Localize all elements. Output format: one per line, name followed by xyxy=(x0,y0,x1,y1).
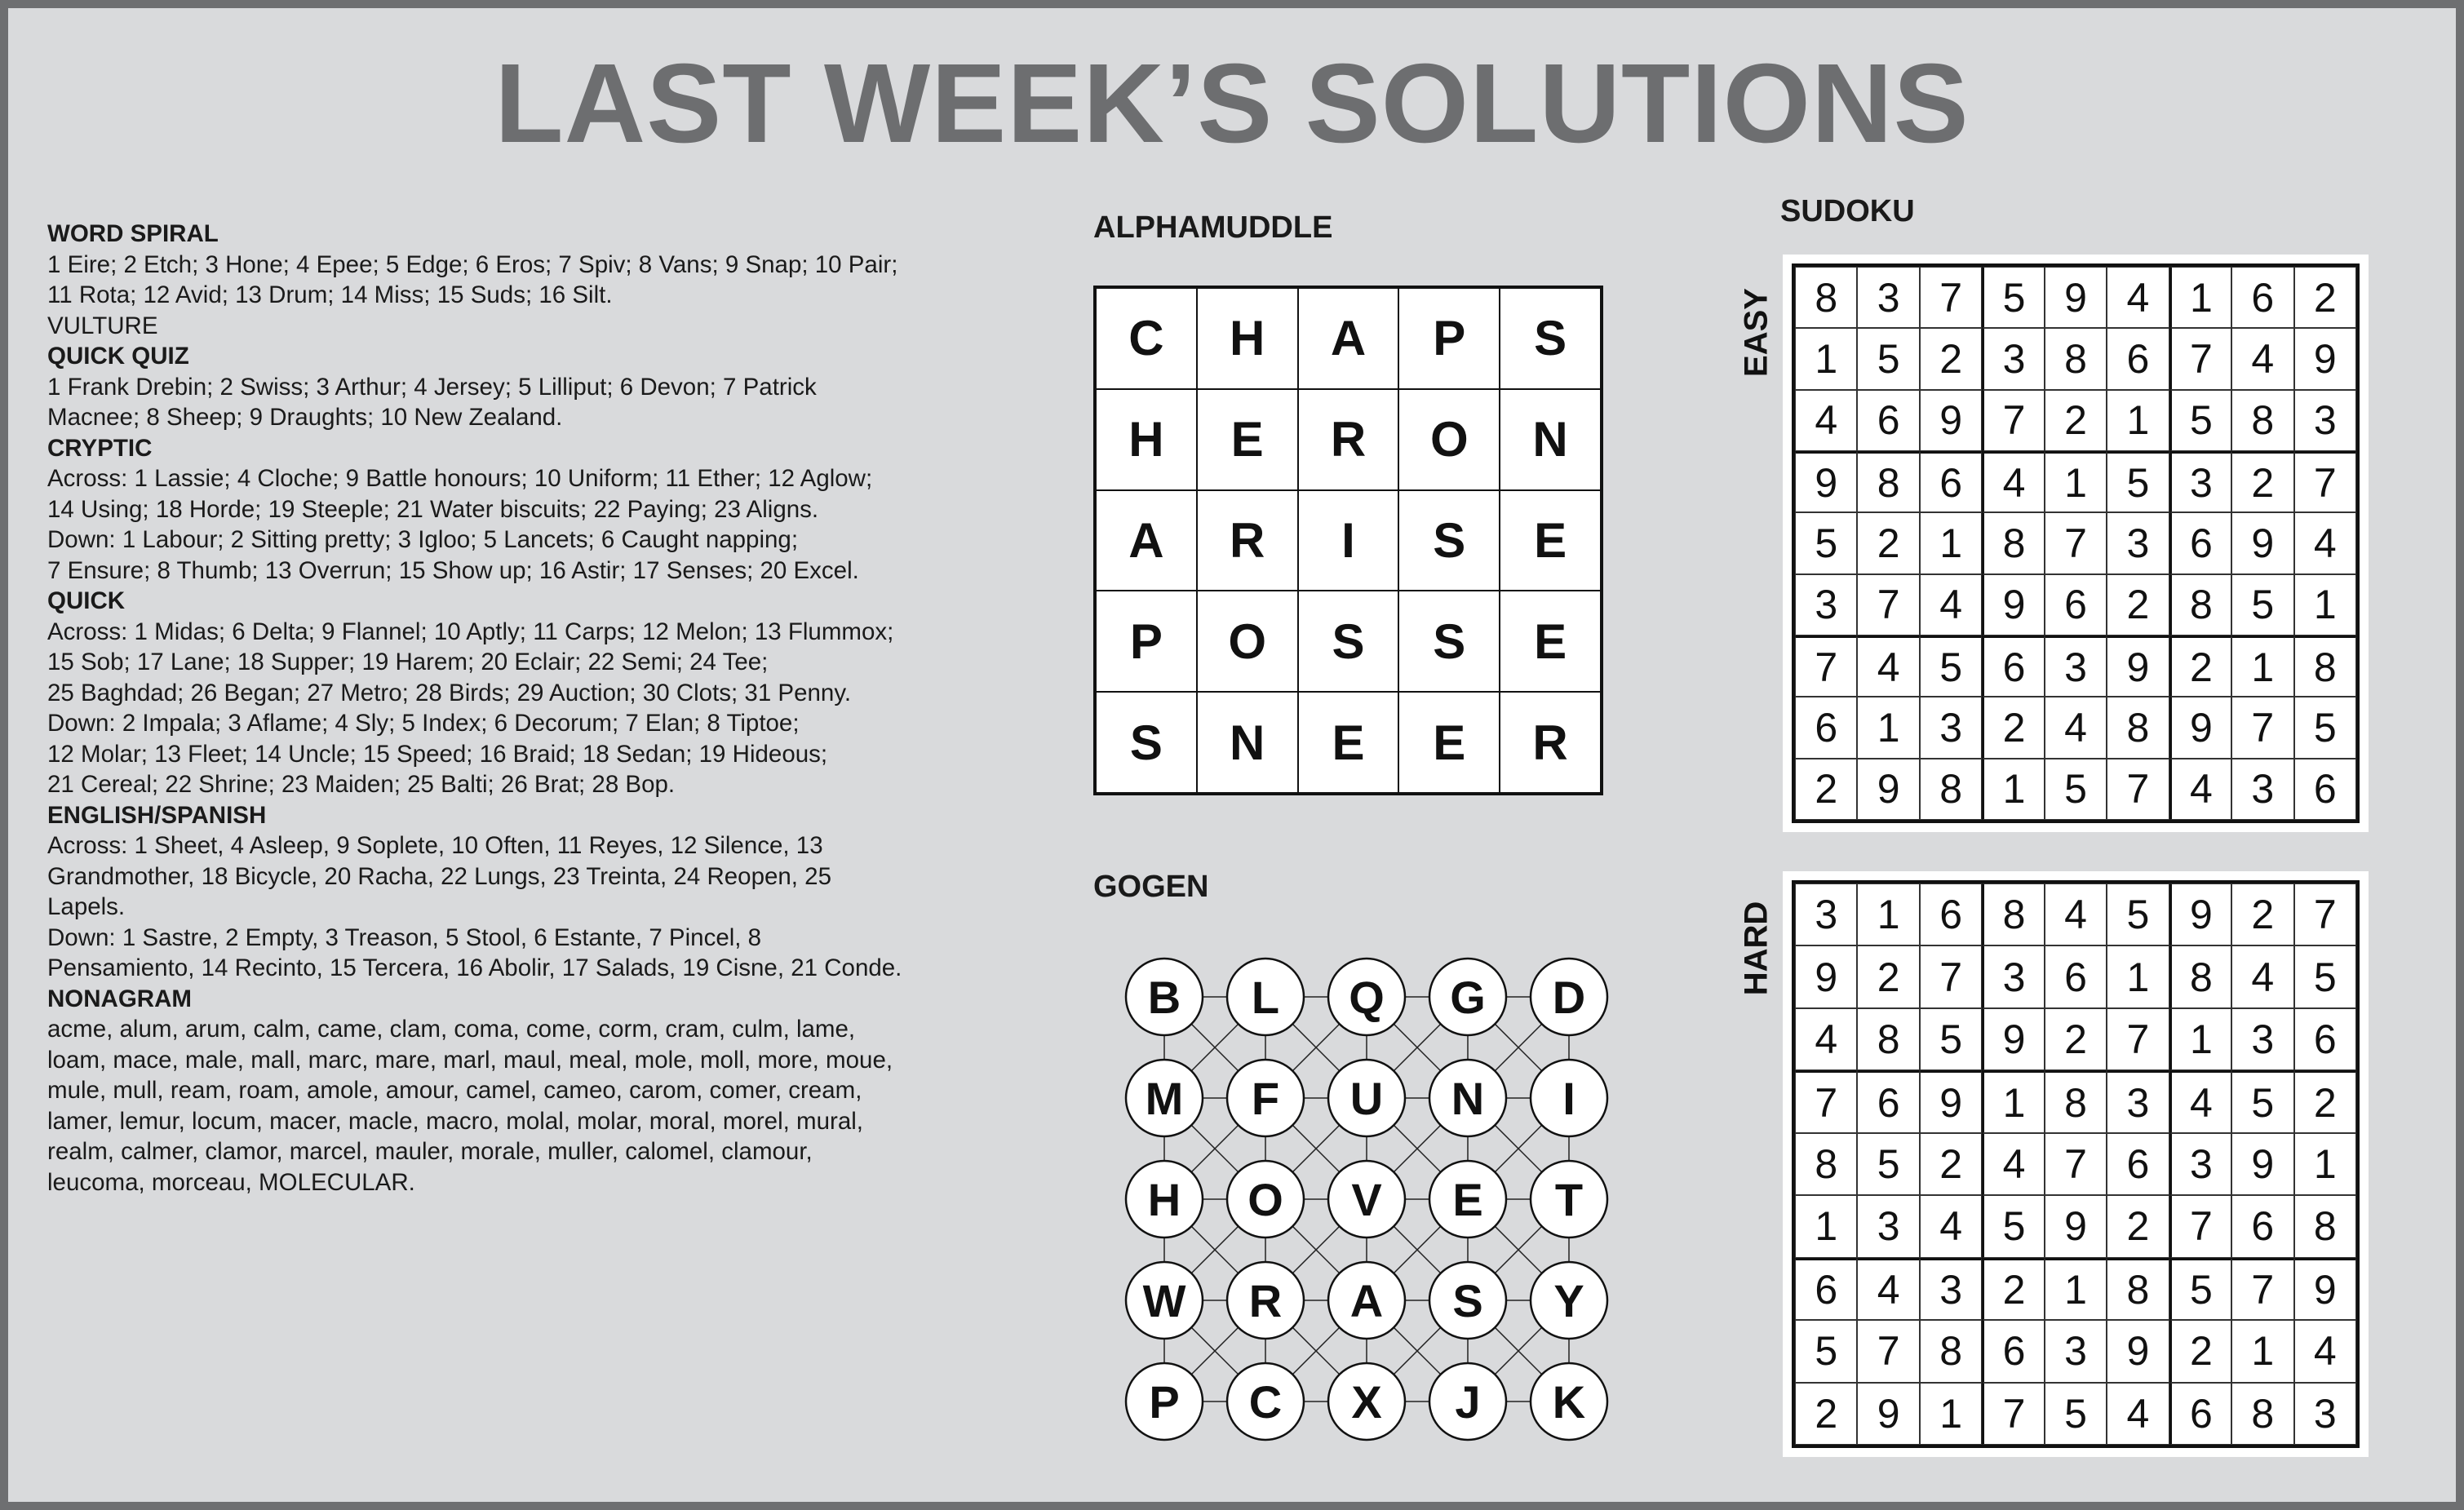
sudoku-cell: 3 xyxy=(2045,635,2107,697)
section-title: CRYPTIC xyxy=(47,434,153,462)
gogen-grid xyxy=(1114,946,1586,1428)
sudoku-cell: 8 xyxy=(1920,1320,1982,1382)
sudoku-cell: 6 xyxy=(2294,759,2356,820)
sudoku-cell: 2 xyxy=(2045,1008,2107,1070)
sudoku-cell: 4 xyxy=(1920,574,1982,635)
sudoku-cell: 5 xyxy=(2294,945,2356,1007)
sudoku-cell: 2 xyxy=(1857,945,1919,1007)
sudoku-cell: 9 xyxy=(2231,512,2293,573)
section-title: QUICK QUIZ xyxy=(47,343,189,370)
sudoku-cell: 4 xyxy=(1795,1008,1857,1070)
sudoku-cell: 7 xyxy=(2231,697,2293,758)
sudoku-cell: 6 xyxy=(1920,883,1982,945)
sudoku-cell: 3 xyxy=(1857,267,1919,328)
sudoku-cell: 7 xyxy=(2169,1195,2231,1257)
alphamuddle-cell: S xyxy=(1298,591,1399,692)
sudoku-cell: 6 xyxy=(2045,574,2107,635)
sudoku-cell: 2 xyxy=(2045,390,2107,451)
sudoku-cell: 1 xyxy=(2107,945,2169,1007)
alphamuddle-cell: I xyxy=(1298,490,1399,591)
sudoku-cell: 6 xyxy=(1795,697,1857,758)
sudoku-cell: 1 xyxy=(1982,1070,2044,1132)
sudoku-cell: 5 xyxy=(1920,1008,1982,1070)
alphamuddle-cell: E xyxy=(1197,389,1298,490)
section-line: 1 Frank Drebin; 2 Swiss; 3 Arthur; 4 Jersey; 5 Lilliput; 6 Devon; 7 Patrick xyxy=(47,373,817,401)
gogen-letter: V xyxy=(1351,1174,1382,1225)
sudoku-cell: 7 xyxy=(1857,574,1919,635)
sudoku-cell: 3 xyxy=(2231,1008,2293,1070)
section-line: Grandmother, 18 Bicycle, 20 Racha, 22 Lungs, 23 Treinta, 24 Reopen, 25 xyxy=(47,862,831,890)
gogen-letter: D xyxy=(1552,972,1586,1023)
gogen-letter: A xyxy=(1349,1275,1384,1326)
hard-sudoku-grid xyxy=(1792,880,2360,1448)
sudoku-cell: 7 xyxy=(2045,512,2107,573)
sudoku-cell: 7 xyxy=(1920,945,1982,1007)
gogen-letter: S xyxy=(1452,1275,1483,1326)
section-line: Macnee; 8 Sheep; 9 Draughts; 10 New Zealand. xyxy=(47,404,563,431)
sudoku-cell: 1 xyxy=(2045,451,2107,512)
gogen-letter: Q xyxy=(1349,972,1385,1023)
sudoku-cell: 1 xyxy=(2045,1258,2107,1320)
sudoku-cell: 7 xyxy=(1795,635,1857,697)
alphamuddle-cell: R xyxy=(1500,692,1601,793)
sudoku-cell: 6 xyxy=(2045,945,2107,1007)
sudoku-cell: 8 xyxy=(2045,328,2107,389)
sudoku-cell: 2 xyxy=(1982,697,2044,758)
alphamuddle-cell: H xyxy=(1096,389,1197,490)
sudoku-cell: 2 xyxy=(1795,759,1857,820)
section-line: 15 Sob; 17 Lane; 18 Supper; 19 Harem; 20 Eclair; 22 Semi; 24 Tee; xyxy=(47,649,769,675)
hard-label: HARD xyxy=(1738,901,1775,996)
sudoku-cell: 8 xyxy=(1857,451,1919,512)
sudoku-cell: 7 xyxy=(2231,1258,2293,1320)
sudoku-cell: 2 xyxy=(1795,1383,1857,1445)
gogen-letter: L xyxy=(1251,972,1280,1023)
gogen-letter: I xyxy=(1562,1073,1575,1124)
gogen-letter: M xyxy=(1145,1073,1184,1124)
sudoku-cell: 2 xyxy=(1982,1258,2044,1320)
easy-sudoku-grid xyxy=(1792,263,2360,823)
gogen-letter: G xyxy=(1450,972,1486,1023)
sudoku-cell: 2 xyxy=(2294,1070,2356,1132)
sudoku-cell: 6 xyxy=(1857,390,1919,451)
section-line: 21 Cereal; 22 Shrine; 23 Maiden; 25 Balti; 26 Brat; 28 Bop. xyxy=(47,771,676,798)
sudoku-cell: 9 xyxy=(2045,267,2107,328)
sudoku-cell: 5 xyxy=(1857,328,1919,389)
sudoku-cell: 1 xyxy=(1857,697,1919,758)
alphamuddle-cell: R xyxy=(1298,389,1399,490)
sudoku-cell: 9 xyxy=(2169,883,2231,945)
page-title: LAST WEEK’S SOLUTIONS xyxy=(494,41,1970,166)
sudoku-heading: SUDOKU xyxy=(1780,194,1915,228)
sudoku-cell: 1 xyxy=(2294,574,2356,635)
gogen-letter: K xyxy=(1552,1376,1586,1428)
gogen-letter: F xyxy=(1251,1073,1280,1124)
sudoku-cell: 1 xyxy=(2169,267,2231,328)
sudoku-cell: 9 xyxy=(1795,945,1857,1007)
easy-label: EASY xyxy=(1738,288,1775,377)
gogen-letter: C xyxy=(1248,1376,1283,1428)
section-line: 12 Molar; 13 Fleet; 14 Uncle; 15 Speed; 16 Braid; 18 Sedan; 19 Hideous; xyxy=(47,740,828,768)
sudoku-cell: 5 xyxy=(2294,697,2356,758)
sudoku-cell: 9 xyxy=(2169,697,2231,758)
sudoku-cell: 3 xyxy=(2107,1070,2169,1132)
easy-sudoku-frame xyxy=(1783,255,2369,832)
sudoku-cell: 6 xyxy=(1795,1258,1857,1320)
sudoku-cell: 3 xyxy=(2294,1383,2356,1445)
sudoku-cell: 8 xyxy=(1857,1008,1919,1070)
sudoku-cell: 7 xyxy=(2294,883,2356,945)
text-solutions-column xyxy=(47,219,1026,1198)
sudoku-cell: 7 xyxy=(2107,1008,2169,1070)
section-line: 7 Ensure; 8 Thumb; 13 Overrun; 15 Show up; 16 Astir; 17 Senses; 20 Excel. xyxy=(47,556,859,584)
section-title: QUICK xyxy=(47,587,126,614)
gogen-heading: GOGEN xyxy=(1093,870,1209,904)
sudoku-cell: 7 xyxy=(1982,390,2044,451)
alphamuddle-cell: H xyxy=(1197,288,1298,389)
sudoku-cell: 5 xyxy=(1857,1133,1919,1195)
sudoku-cell: 4 xyxy=(2169,1070,2231,1132)
sudoku-cell: 5 xyxy=(2107,451,2169,512)
sudoku-cell: 3 xyxy=(2169,451,2231,512)
sudoku-cell: 1 xyxy=(1920,1383,1982,1445)
sudoku-cell: 9 xyxy=(2294,328,2356,389)
sudoku-cell: 3 xyxy=(2294,390,2356,451)
section-line: 11 Rota; 12 Avid; 13 Drum; 14 Miss; 15 Suds; 16 Silt. xyxy=(47,281,613,308)
sudoku-cell: 9 xyxy=(1920,1070,1982,1132)
section-line: Pensamiento, 14 Recinto, 15 Tercera, 16 Abolir, 17 Salads, 19 Cisne, 21 Conde. xyxy=(47,954,902,981)
gogen-letter: H xyxy=(1147,1174,1181,1225)
sudoku-cell: 9 xyxy=(1982,1008,2044,1070)
gogen-letter: U xyxy=(1349,1073,1384,1124)
alphamuddle-grid xyxy=(1093,286,1603,795)
alphamuddle-cell: A xyxy=(1096,490,1197,591)
sudoku-cell: 9 xyxy=(2107,1320,2169,1382)
sudoku-cell: 8 xyxy=(2045,1070,2107,1132)
section-line: 1 Eire; 2 Etch; 3 Hone; 4 Epee; 5 Edge; 6 Eros; 7 Spiv; 8 Vans; 9 Snap; 10 Pair; xyxy=(47,250,898,278)
sudoku-cell: 9 xyxy=(1857,759,1919,820)
sudoku-cell: 4 xyxy=(1920,1195,1982,1257)
gogen-letter: P xyxy=(1149,1376,1180,1428)
sudoku-cell: 4 xyxy=(2231,945,2293,1007)
sudoku-cell: 6 xyxy=(2231,1195,2293,1257)
sudoku-cell: 8 xyxy=(2294,635,2356,697)
sudoku-cell: 3 xyxy=(1982,945,2044,1007)
sudoku-cell: 1 xyxy=(1982,759,2044,820)
alphamuddle-cell: N xyxy=(1500,389,1601,490)
gogen-letter: T xyxy=(1554,1174,1584,1225)
sudoku-cell: 9 xyxy=(1795,451,1857,512)
gogen-letter: X xyxy=(1351,1376,1382,1428)
sudoku-cell: 4 xyxy=(1982,451,2044,512)
sudoku-cell: 5 xyxy=(1982,267,2044,328)
section-line: realm, calmer, clamor, marcel, mauler, morale, muller, calomel, clamour, xyxy=(47,1138,813,1165)
gogen-letter: J xyxy=(1455,1376,1481,1428)
sudoku-cell: 5 xyxy=(1795,512,1857,573)
alphamuddle-cell: P xyxy=(1398,288,1500,389)
sudoku-cell: 6 xyxy=(2294,1008,2356,1070)
sudoku-cell: 1 xyxy=(1920,512,1982,573)
gogen-letter: N xyxy=(1451,1073,1485,1124)
section-line: 14 Using; 18 Horde; 19 Steeple; 21 Water biscuits; 22 Paying; 23 Aligns. xyxy=(47,495,819,523)
alphamuddle-cell: N xyxy=(1197,692,1298,793)
sudoku-cell: 8 xyxy=(2231,390,2293,451)
sudoku-cell: 3 xyxy=(2231,759,2293,820)
sudoku-cell: 9 xyxy=(2231,1133,2293,1195)
sudoku-cell: 6 xyxy=(2169,512,2231,573)
sudoku-cell: 8 xyxy=(2169,574,2231,635)
alphamuddle-cell: S xyxy=(1500,288,1601,389)
section-line: Lapels. xyxy=(47,893,126,920)
sudoku-cell: 4 xyxy=(2107,1383,2169,1445)
sudoku-cell: 6 xyxy=(1857,1070,1919,1132)
sudoku-cell: 7 xyxy=(1857,1320,1919,1382)
sudoku-cell: 7 xyxy=(1982,1383,2044,1445)
section-line: Across: 1 Lassie; 4 Cloche; 9 Battle honours; 10 Uniform; 11 Ether; 12 Aglow; xyxy=(47,465,873,492)
section-line: 25 Baghdad; 26 Began; 27 Metro; 28 Birds; 29 Auction; 30 Clots; 31 Penny. xyxy=(47,679,852,706)
sudoku-cell: 4 xyxy=(1857,635,1919,697)
section-line: Down: 2 Impala; 3 Aflame; 4 Sly; 5 Index; 6 Decorum; 7 Elan; 8 Tiptoe; xyxy=(47,710,800,737)
sudoku-cell: 2 xyxy=(2169,1320,2231,1382)
section-title: WORD SPIRAL xyxy=(47,220,219,247)
sudoku-cell: 9 xyxy=(2045,1195,2107,1257)
section-title: NONAGRAM xyxy=(47,985,192,1012)
sudoku-cell: 8 xyxy=(2169,945,2231,1007)
sudoku-cell: 6 xyxy=(1982,1320,2044,1382)
alphamuddle-cell: C xyxy=(1096,288,1197,389)
section-line: acme, alum, arum, calm, came, clam, coma, come, corm, cram, culm, lame, xyxy=(47,1016,856,1043)
sudoku-cell: 6 xyxy=(2107,328,2169,389)
sudoku-cell: 5 xyxy=(2045,759,2107,820)
sudoku-cell: 6 xyxy=(2169,1383,2231,1445)
sudoku-cell: 5 xyxy=(2231,574,2293,635)
sudoku-cell: 4 xyxy=(2294,512,2356,573)
alphamuddle-cell: O xyxy=(1398,389,1500,490)
alphamuddle-cell: E xyxy=(1398,692,1500,793)
sudoku-cell: 5 xyxy=(2107,883,2169,945)
sudoku-cell: 8 xyxy=(1920,759,1982,820)
sudoku-cell: 3 xyxy=(2107,512,2169,573)
sudoku-cell: 3 xyxy=(1920,1258,1982,1320)
alphamuddle-cell: A xyxy=(1298,288,1399,389)
sudoku-cell: 3 xyxy=(1982,328,2044,389)
sudoku-cell: 5 xyxy=(1920,635,1982,697)
gogen-letter: Y xyxy=(1553,1275,1584,1326)
sudoku-cell: 4 xyxy=(2045,883,2107,945)
section-line: Across: 1 Sheet, 4 Asleep, 9 Soplete, 10 Often, 11 Reyes, 12 Silence, 13 xyxy=(47,832,823,859)
sudoku-cell: 4 xyxy=(2169,759,2231,820)
sudoku-cell: 6 xyxy=(1982,635,2044,697)
sudoku-cell: 5 xyxy=(2231,1070,2293,1132)
alphamuddle-cell: P xyxy=(1096,591,1197,692)
sudoku-cell: 8 xyxy=(2294,1195,2356,1257)
sudoku-cell: 9 xyxy=(1920,390,1982,451)
sudoku-cell: 7 xyxy=(2045,1133,2107,1195)
gogen-letter: R xyxy=(1248,1275,1283,1326)
section-line: Across: 1 Midas; 6 Delta; 9 Flannel; 10 Aptly; 11 Carps; 12 Melon; 13 Flummox; xyxy=(47,618,894,645)
sudoku-cell: 4 xyxy=(1857,1258,1919,1320)
sudoku-cell: 7 xyxy=(1920,267,1982,328)
sudoku-cell: 8 xyxy=(2107,697,2169,758)
sudoku-cell: 1 xyxy=(1795,1195,1857,1257)
sudoku-cell: 3 xyxy=(1857,1195,1919,1257)
sudoku-cell: 8 xyxy=(2107,1258,2169,1320)
sudoku-cell: 1 xyxy=(1857,883,1919,945)
gogen-letter: W xyxy=(1142,1275,1186,1326)
sudoku-cell: 2 xyxy=(2231,451,2293,512)
alphamuddle-cell: E xyxy=(1500,490,1601,591)
sudoku-cell: 7 xyxy=(2169,328,2231,389)
sudoku-cell: 4 xyxy=(2231,328,2293,389)
sudoku-cell: 5 xyxy=(1795,1320,1857,1382)
sudoku-cell: 5 xyxy=(1982,1195,2044,1257)
sudoku-cell: 6 xyxy=(1920,451,1982,512)
gogen-letter: B xyxy=(1147,972,1181,1023)
alphamuddle-cell: R xyxy=(1197,490,1298,591)
sudoku-cell: 2 xyxy=(2107,1195,2169,1257)
sudoku-cell: 4 xyxy=(1982,1133,2044,1195)
sudoku-cell: 7 xyxy=(2294,451,2356,512)
sudoku-cell: 8 xyxy=(1982,883,2044,945)
section-line: leucoma, morceau, MOLECULAR. xyxy=(47,1168,415,1196)
sudoku-cell: 9 xyxy=(2294,1258,2356,1320)
alphamuddle-cell: E xyxy=(1298,692,1399,793)
sudoku-cell: 2 xyxy=(2107,574,2169,635)
sudoku-cell: 5 xyxy=(2045,1383,2107,1445)
sudoku-cell: 8 xyxy=(1795,267,1857,328)
sudoku-cell: 2 xyxy=(2294,267,2356,328)
sudoku-cell: 2 xyxy=(1857,512,1919,573)
sudoku-cell: 9 xyxy=(1857,1383,1919,1445)
section-line: Down: 1 Sastre, 2 Empty, 3 Treason, 5 Stool, 6 Estante, 7 Pincel, 8 xyxy=(47,923,762,951)
alphamuddle-heading: ALPHAMUDDLE xyxy=(1093,210,1333,245)
sudoku-cell: 2 xyxy=(2169,635,2231,697)
sudoku-cell: 9 xyxy=(1982,574,2044,635)
alphamuddle-cell: S xyxy=(1096,692,1197,793)
solutions-page xyxy=(8,8,2456,1502)
section-line: Down: 1 Labour; 2 Sitting pretty; 3 Igloo; 5 Lancets; 6 Caught napping; xyxy=(47,526,799,553)
sudoku-cell: 1 xyxy=(2169,1008,2231,1070)
sudoku-cell: 4 xyxy=(2294,1320,2356,1382)
alphamuddle-cell: O xyxy=(1197,591,1298,692)
sudoku-cell: 8 xyxy=(1795,1133,1857,1195)
section-line: lamer, lemur, locum, macer, macle, macro, molal, molar, moral, morel, mural, xyxy=(47,1107,863,1135)
sudoku-cell: 3 xyxy=(2169,1133,2231,1195)
sudoku-cell: 1 xyxy=(1795,328,1857,389)
sudoku-cell: 3 xyxy=(1795,883,1857,945)
gogen-letter: E xyxy=(1452,1174,1483,1225)
section-line: mule, mull, ream, roam, amole, amour, camel, cameo, carom, comer, cream, xyxy=(47,1077,862,1104)
sudoku-cell: 7 xyxy=(1795,1070,1857,1132)
sudoku-cell: 3 xyxy=(1920,697,1982,758)
sudoku-cell: 5 xyxy=(2169,1258,2231,1320)
alphamuddle-cell: S xyxy=(1398,591,1500,692)
sudoku-cell: 2 xyxy=(2231,883,2293,945)
section-line: loam, mace, male, mall, marc, mare, marl, maul, meal, mole, moll, more, moue, xyxy=(47,1046,893,1074)
sudoku-cell: 2 xyxy=(1920,328,1982,389)
sudoku-cell: 7 xyxy=(2107,759,2169,820)
sudoku-cell: 6 xyxy=(2231,267,2293,328)
sudoku-cell: 9 xyxy=(2107,635,2169,697)
sudoku-cell: 3 xyxy=(2045,1320,2107,1382)
section-title: ENGLISH/SPANISH xyxy=(47,801,267,829)
alphamuddle-cell: E xyxy=(1500,591,1601,692)
sudoku-cell: 8 xyxy=(1982,512,2044,573)
sudoku-cell: 1 xyxy=(2294,1133,2356,1195)
sudoku-cell: 8 xyxy=(2231,1383,2293,1445)
alphamuddle-cell: S xyxy=(1398,490,1500,591)
sudoku-cell: 5 xyxy=(2169,390,2231,451)
sudoku-cell: 4 xyxy=(1795,390,1857,451)
sudoku-cell: 4 xyxy=(2045,697,2107,758)
sudoku-cell: 3 xyxy=(1795,574,1857,635)
sudoku-cell: 2 xyxy=(1920,1133,1982,1195)
hard-sudoku-frame xyxy=(1783,871,2369,1457)
sudoku-cell: 4 xyxy=(2107,267,2169,328)
sudoku-cell: 1 xyxy=(2231,1320,2293,1382)
section-line: VULTURE xyxy=(47,312,158,339)
sudoku-cell: 1 xyxy=(2231,635,2293,697)
gogen-letter: O xyxy=(1248,1174,1283,1225)
sudoku-cell: 1 xyxy=(2107,390,2169,451)
sudoku-cell: 6 xyxy=(2107,1133,2169,1195)
